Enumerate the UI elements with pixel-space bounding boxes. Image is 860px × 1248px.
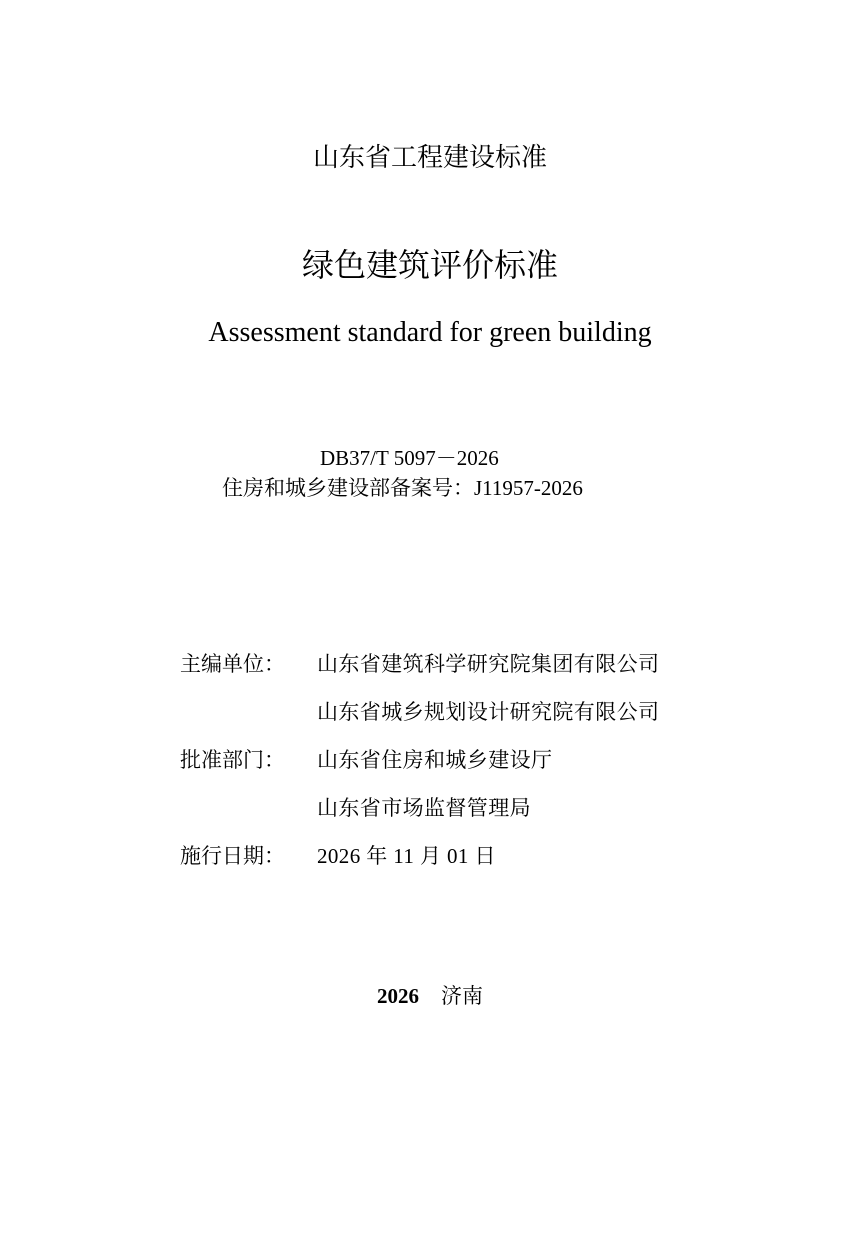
approver-row — [180, 736, 700, 784]
effective-date-value: 2026 年 11 月 01 日 — [317, 844, 496, 868]
chief-editor-value-1: 山东省建筑科学研究院集团有限公司 — [317, 652, 660, 676]
chief-editor-value-2: 山东省城乡规划设计研究院有限公司 — [317, 700, 660, 724]
approver-label: 批准部门： — [180, 748, 285, 772]
standard-code: DB37/T 5097－2026 — [320, 446, 499, 470]
info-block — [180, 640, 700, 880]
approver-value-1: 山东省住房和城乡建设厅 — [317, 748, 553, 772]
main-title: 绿色建筑评价标准 — [301, 246, 558, 284]
info-label-spacer — [180, 784, 317, 832]
record-number: 住房和城乡建设部备案号：J11957-2026 — [222, 476, 583, 500]
chief-editor-row-2 — [180, 688, 700, 736]
footer — [0, 980, 860, 1012]
english-title: Assessment standard for green building — [208, 317, 652, 348]
footer-city: 济南 — [441, 984, 483, 1008]
effective-date-row — [180, 832, 700, 880]
chief-editor-row — [180, 640, 700, 688]
footer-year: 2026 — [377, 984, 419, 1008]
series-title: 山东省工程建设标准 — [312, 143, 547, 173]
approver-row-2 — [180, 784, 700, 832]
effective-date-label: 施行日期： — [180, 844, 285, 868]
chief-editor-label: 主编单位： — [180, 652, 285, 676]
approver-value-2: 山东省市场监督管理局 — [317, 796, 531, 820]
info-label-spacer — [180, 688, 317, 736]
